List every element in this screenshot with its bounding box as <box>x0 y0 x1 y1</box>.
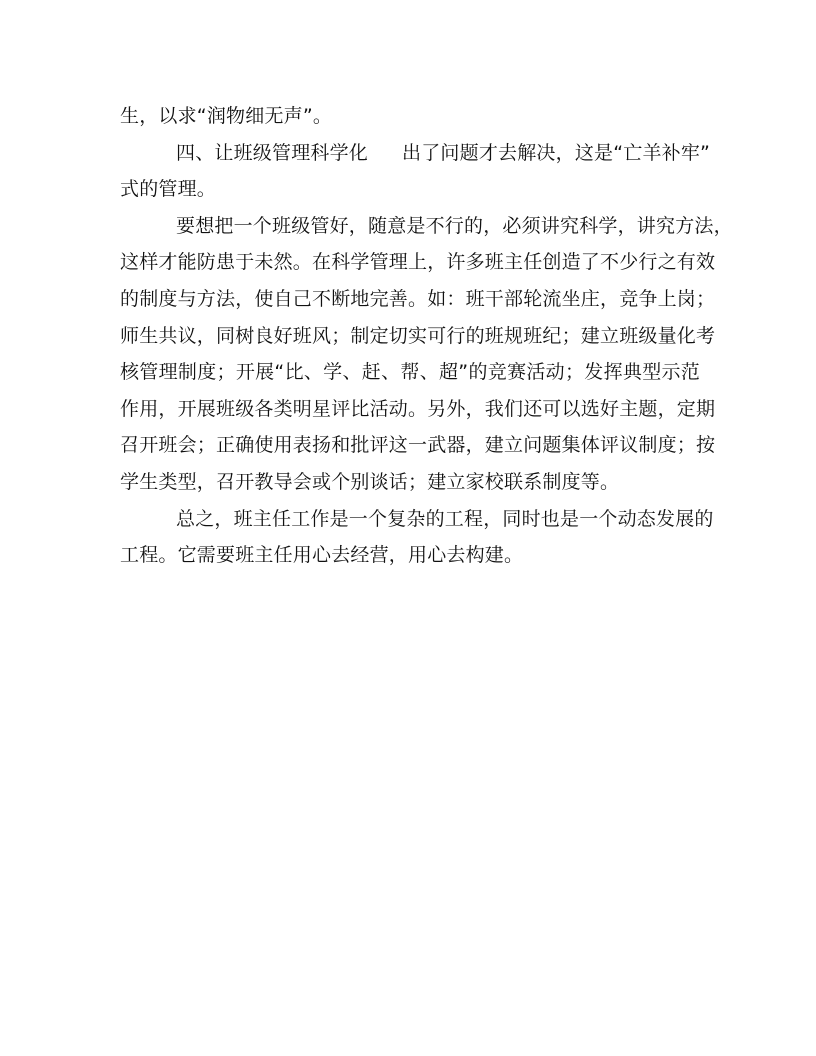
paragraph-1-line-1: 生，以求“润物细无声”。 <box>120 105 333 127</box>
paragraph-3-line-6: 作用，开展班级各类明星评比活动。另外，我们还可以选好主题，定期 <box>120 397 716 420</box>
paragraph-3-line-4: 师生共议，同树良好班风；制定切实可行的班规班纪；建立班级量化考 <box>120 324 716 347</box>
paragraph-2-line-2: 式的管理。 <box>120 178 217 201</box>
paragraph-2-line-1 <box>120 135 711 172</box>
paragraph-3-line-5: 核管理制度；开展“比、学、赶、帮、超”的竞赛活动；发挥典型示范 <box>120 361 700 384</box>
document-body <box>120 98 733 574</box>
paragraph-3-line-2: 这样才能防患于未然。在科学管理上，许多班主任创造了不少行之有效 <box>120 251 716 274</box>
paragraph-4-line-2: 工程。它需要班主任用心去经营，用心去构建。 <box>120 544 524 567</box>
paragraph-3-line-1: 要想把一个班级管好，随意是不行的，必须讲究科学，讲究方法， <box>176 214 733 237</box>
section-heading: 四、让班级管理科学化 <box>176 141 369 164</box>
paragraph-3-line-8: 学生类型，召开教导会或个别谈话；建立家校联系制度等。 <box>120 470 620 493</box>
paragraph-2-text: 出了问题才去解决，这是“亡羊补牢” <box>402 141 711 164</box>
paragraph-4-line-1: 总之，班主任工作是一个复杂的工程，同时也是一个动态发展的 <box>176 507 714 530</box>
paragraph-3-line-3: 的制度与方法，使自己不断地完善。如：班干部轮流坐庄，竞争上岗； <box>120 287 716 310</box>
paragraph-3-line-7: 召开班会；正确使用表扬和批评这一武器，建立问题集体评议制度；按 <box>120 434 716 457</box>
